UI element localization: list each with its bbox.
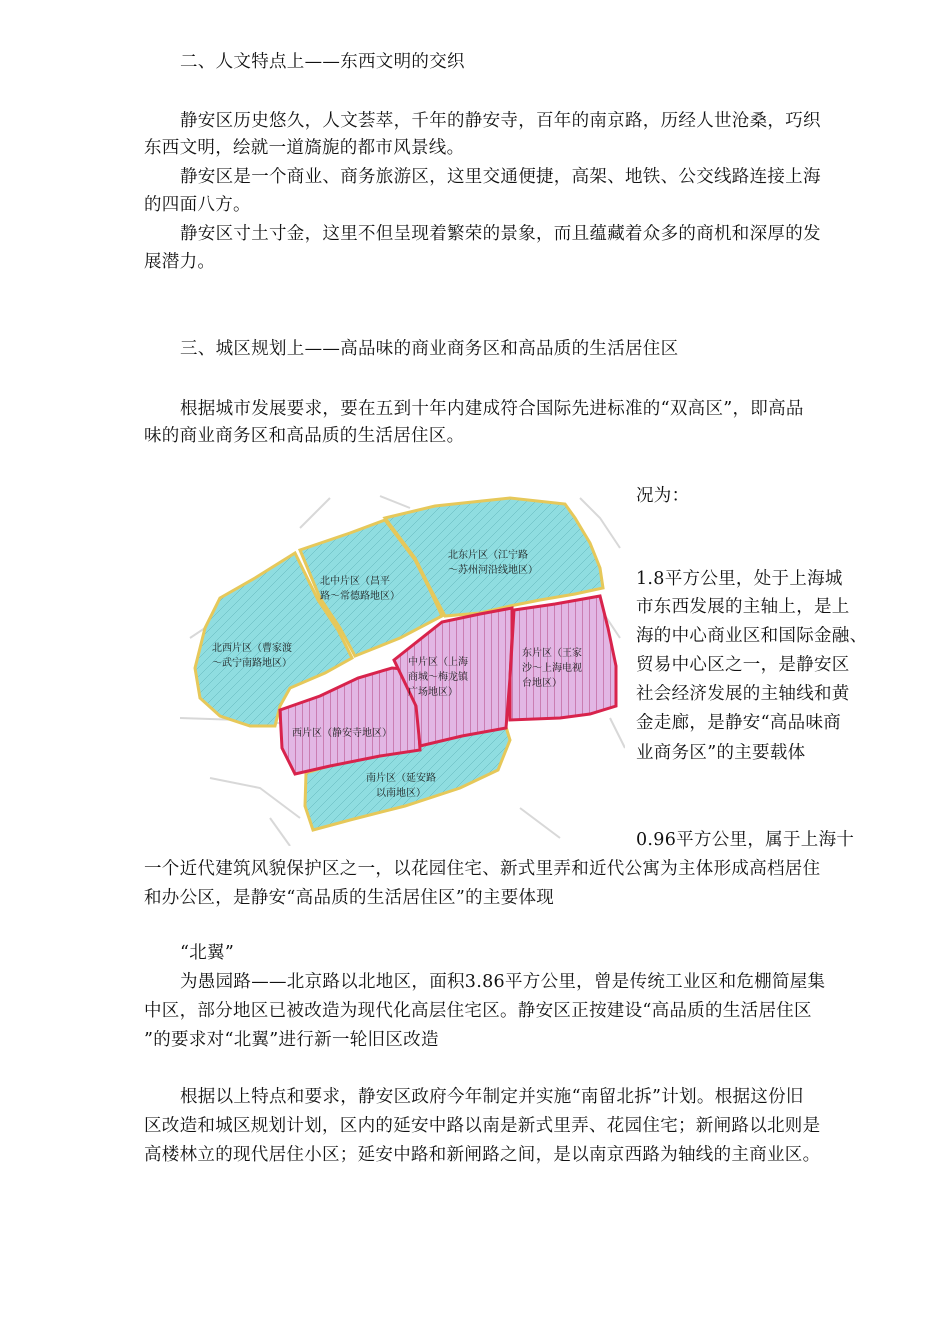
side-text-line: 金走廊，是静安“高品味商: [636, 713, 842, 733]
zone-label: 路～常德路地区）: [320, 591, 400, 602]
zone-label: 南片区（延安路: [366, 773, 436, 784]
zone-label: 东片区（王家: [522, 648, 582, 659]
paragraph-line: 静安区历史悠久，人文荟萃，千年的静安寺，百年的南京路，历经人世沧桑，巧织: [180, 111, 821, 131]
paragraph-line: 根据城市发展要求，要在五到十年内建成符合国际先进标准的“双高区”，即高品: [180, 399, 804, 419]
zone-label: 沙～上海电视: [522, 663, 582, 674]
paragraph-line: 和办公区，是静安“高品质的生活居住区”的主要体现: [144, 888, 555, 908]
zone-label: 以南地区）: [376, 788, 426, 799]
zone-label: 北中片区（昌平: [320, 576, 390, 587]
side-text-line: 1.8平方公里，处于上海城: [636, 569, 843, 589]
side-text-line: 海的中心商业区和国际金融、: [636, 626, 868, 646]
side-text-line: 业商务区”的主要载体: [636, 743, 806, 763]
section-2-heading: 二、人文特点上——东西文明的交织: [180, 52, 465, 72]
side-text-line: 况为：: [636, 486, 690, 506]
side-text-line: 市东西发展的主轴上，是上: [636, 597, 850, 617]
paragraph-line: 展潜力。: [144, 252, 216, 272]
paragraph-line: 一个近代建筑风貌保护区之一，以花园住宅、新式里弄和近代公寓为主体形成高档居住: [144, 859, 821, 879]
paragraph-line: 静安区是一个商业、商务旅游区，这里交通便捷，高架、地铁、公交线路连接上海: [180, 167, 821, 187]
paragraph-line: ”的要求对“北翼”进行新一轮旧区改造: [144, 1030, 439, 1050]
paragraph-line: 为愚园路——北京路以北地区，面积3.86平方公里，曾是传统工业区和危棚简屋集: [180, 972, 826, 992]
paragraph-line: 东西文明，绘就一道旖旎的都市风景线。: [144, 138, 465, 158]
zone-label: 广场地区）: [408, 687, 458, 698]
zone-label: 西片区（静安寺地区）: [292, 728, 392, 739]
paragraph-line: 高楼林立的现代居住小区；延安中路和新闸路之间，是以南京西路为轴线的主商业区。: [144, 1145, 821, 1165]
paragraph-line: 0.96平方公里，属于上海十: [636, 830, 855, 850]
zone-label: 台地区）: [522, 678, 562, 689]
section-3-heading: 三、城区规划上——高品味的商业商务区和高品质的生活居住区: [180, 339, 679, 359]
side-text-line: 贸易中心区之一，是静安区: [636, 655, 850, 675]
zone-label: 商城～梅龙镇: [408, 672, 468, 683]
paragraph-line: 区改造和城区规划计划，区内的延安中路以南是新式里弄、花园住宅；新闸路以北则是: [144, 1116, 821, 1136]
paragraph-line: 静安区寸土寸金，这里不但呈现着繁荣的景象，而且蕴藏着众多的商机和深厚的发: [180, 224, 821, 244]
north-wing-title: “北翼”: [180, 943, 235, 963]
district-zoning-map: [180, 488, 625, 846]
zone-label: 北西片区（曹家渡: [212, 643, 292, 654]
side-text-line: 社会经济发展的主轴线和黄: [636, 684, 850, 704]
paragraph-line: 根据以上特点和要求，静安区政府今年制定并实施“南留北拆”计划。根据这份旧: [180, 1087, 804, 1107]
paragraph-line: 的四面八方。: [144, 195, 251, 215]
zone-label: 中片区（上海: [408, 657, 468, 668]
zone-label: ～苏州河沿线地区）: [448, 565, 538, 576]
zone-label: 北东片区（江宁路: [448, 550, 528, 561]
zone-label: ～武宁南路地区）: [212, 658, 292, 669]
paragraph-line: 中区，部分地区已被改造为现代化高层住宅区。静安区正按建设“高品质的生活居住区: [144, 1001, 812, 1021]
paragraph-line: 味的商业商务区和高品质的生活居住区。: [144, 426, 465, 446]
